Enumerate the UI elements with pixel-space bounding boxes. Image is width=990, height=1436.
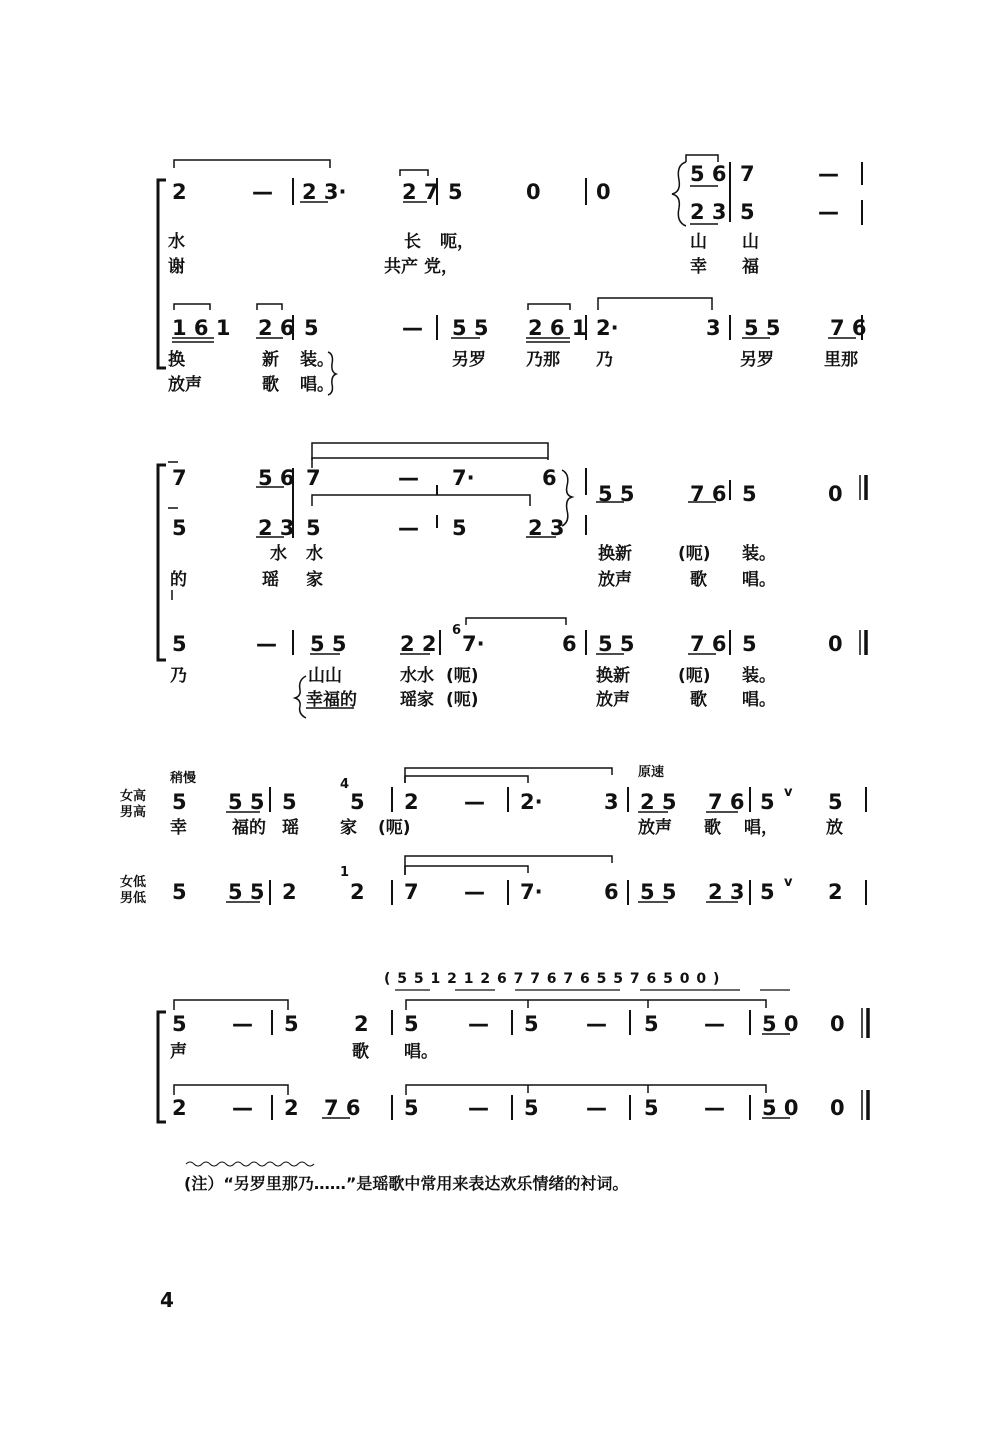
- s2-v2-note-9: 5: [742, 632, 757, 656]
- s4-up-note-10: —: [704, 1012, 725, 1036]
- s4-low-note-5: 5: [404, 1096, 419, 1120]
- s3-low-note-4: 2: [350, 880, 365, 904]
- s3-up-note-4: 5: [350, 790, 365, 814]
- s3-up-note-12: 5: [828, 790, 843, 814]
- s1-v2-note-5: 5 5: [452, 316, 489, 340]
- s3-label-soprano: 女高: [120, 789, 147, 804]
- s3-low-note-12: 2: [828, 880, 843, 904]
- s2-v2-note-5: 7·: [462, 632, 485, 656]
- s4-low-note-9: 5: [644, 1096, 659, 1120]
- s1-lyric3-7: 另罗: [740, 350, 774, 370]
- s3-up-note-9: 2 5: [640, 790, 677, 814]
- s2-low-note-4: —: [398, 516, 419, 540]
- s1-lyric1-5: 山: [742, 232, 759, 252]
- s1-lyric2-3: 党，: [424, 257, 458, 277]
- s3-lyric-2: 福的: [232, 818, 266, 838]
- s2-lyric3-7: 装。: [742, 666, 776, 686]
- s3-low-note-7: 7·: [520, 880, 543, 904]
- s1-lyric4-2: 歌: [262, 375, 279, 395]
- s3-label-tenor: 男高: [120, 805, 147, 820]
- s3-low-note-2: 5 5: [228, 880, 265, 904]
- s3-low-note-6: —: [464, 880, 485, 904]
- s1-lyric3-2: 新: [262, 350, 279, 370]
- s3-lyric-8: 唱，: [744, 818, 778, 838]
- s4-lyric-1: 声: [170, 1042, 187, 1062]
- s3-low-note-11: 5: [760, 880, 775, 904]
- s2-lyric3-2: 山山: [308, 666, 342, 686]
- s2-up-note-6: 6: [542, 466, 557, 490]
- footnote: (注）“另罗里那乃……”是瑶歌中常用来表达欢乐情绪的衬词。: [184, 1174, 629, 1193]
- s2-lyric1-2: 水: [306, 544, 323, 564]
- s2-lyric1-1: 水: [270, 544, 287, 564]
- s1-lyric2-1: 谢: [168, 257, 185, 277]
- s3-lyric-3: 瑶: [282, 818, 299, 838]
- s3-label-bass: 男低: [120, 891, 147, 906]
- s3-low-note-3: 2: [282, 880, 297, 904]
- s2-low-note-1: 5: [172, 516, 187, 540]
- s2-lyric1-4: (呃): [678, 544, 711, 564]
- s3-low-note-9: 5 5: [640, 880, 677, 904]
- s3-low-grace: 1: [340, 865, 350, 880]
- s3-breath-mark-upper: v: [784, 785, 793, 800]
- s2-v2-note-2: —: [256, 632, 277, 656]
- s4-up-note-8: —: [586, 1012, 607, 1036]
- s2-lyric4-3: (呃): [446, 690, 479, 710]
- s1-v2-note-1: 1 6 1: [172, 316, 231, 340]
- s2-up-note-5: 7·: [452, 466, 475, 490]
- s2-lyric1-3: 换新: [598, 544, 632, 564]
- s2-up-note-7: 5 5: [598, 482, 635, 506]
- s4-up-note-7: 5: [524, 1012, 539, 1036]
- s3-up-note-11: 5: [760, 790, 775, 814]
- s1-lyric4-1: 放声: [168, 375, 202, 395]
- s3-breath-mark-lower: v: [784, 875, 793, 890]
- s4-lyric-2: 歌: [352, 1042, 369, 1062]
- s2-lyric4-5: 歌: [690, 690, 707, 710]
- s2-v2-note-4: 2 2: [400, 632, 437, 656]
- s2-lyric2-5: 歌: [690, 570, 707, 590]
- s3-up-note-7: 2·: [520, 790, 543, 814]
- s2-grace: 6: [452, 623, 462, 638]
- s1-split-upper-3: —: [818, 162, 839, 186]
- s4-low-note-3: 2: [284, 1096, 299, 1120]
- s3-label-alto: 女低: [120, 875, 147, 890]
- s3-lyric-1: 幸: [170, 818, 187, 838]
- s2-low-note-2: 2 3: [258, 516, 295, 540]
- s1-v2-note-8: 3: [706, 316, 721, 340]
- s2-v2-note-6: 6: [562, 632, 577, 656]
- s1-split-upper-2: 7: [740, 162, 755, 186]
- s3-up-grace: 4: [340, 777, 350, 792]
- s1-lyric3-1: 换: [168, 350, 185, 370]
- s1-lyric1-4: 山: [690, 232, 707, 252]
- s2-up-note-2: 5 6: [258, 466, 295, 490]
- s2-up-note-4: —: [398, 466, 419, 490]
- s2-lyric4-1: 幸福的: [306, 690, 357, 710]
- s2-up-note-8: 7 6: [690, 482, 727, 506]
- s2-lyric4-6: 唱。: [742, 690, 776, 710]
- s1-v1-note-2: —: [252, 180, 273, 204]
- s2-v2-note-1: 5: [172, 632, 187, 656]
- s4-up-note-3: 5: [284, 1012, 299, 1036]
- s4-low-note-11: 5 0: [762, 1096, 799, 1120]
- s2-v2-note-7: 5 5: [598, 632, 635, 656]
- s2-lyric3-4: (呃): [446, 666, 479, 686]
- s3-low-note-5: 7: [404, 880, 419, 904]
- s1-lyric3-4: 另罗: [452, 350, 486, 370]
- s2-lyric4-4: 放声: [596, 690, 630, 710]
- s2-v2-note-8: 7 6: [690, 632, 727, 656]
- s3-up-note-8: 3: [604, 790, 619, 814]
- s1-v2-note-10: 7 6: [830, 316, 867, 340]
- s4-low-note-6: —: [468, 1096, 489, 1120]
- s1-lyric3-5: 乃那: [526, 350, 560, 370]
- s2-lyric2-1: 的: [170, 570, 187, 590]
- s4-low-note-1: 2: [172, 1096, 187, 1120]
- s1-v1-note-4: 2 7: [402, 180, 439, 204]
- s1-v1-note-5: 5: [448, 180, 463, 204]
- s2-lyric3-3: 水水: [400, 666, 434, 686]
- s3-lyric-4: 家: [340, 818, 357, 838]
- s3-up-note-2: 5 5: [228, 790, 265, 814]
- s1-v1-note-7: 0: [596, 180, 611, 204]
- s1-v2-note-6: 2 6 1: [528, 316, 587, 340]
- s4-low-note-2: —: [232, 1096, 253, 1120]
- s1-v1-note-3: 2 3·: [302, 180, 347, 204]
- s2-low-note-3: 5: [306, 516, 321, 540]
- s4-lyric-3: 唱。: [404, 1042, 438, 1062]
- s4-low-note-7: 5: [524, 1096, 539, 1120]
- s2-lyric1-5: 装。: [742, 544, 776, 564]
- s2-lyric3-6: (呃): [678, 666, 711, 686]
- s2-lyric2-3: 家: [306, 570, 323, 590]
- s1-lyric1-3: 呃，: [440, 232, 474, 252]
- s1-v2-note-9: 5 5: [744, 316, 781, 340]
- s3-lyric-7: 歌: [704, 818, 721, 838]
- s3-lyric-9: 放: [826, 818, 843, 838]
- s4-low-note-12: 0: [830, 1096, 845, 1120]
- s2-lyric3-5: 换新: [596, 666, 630, 686]
- s4-up-note-11: 5 0: [762, 1012, 799, 1036]
- s1-v2-note-4: —: [402, 316, 423, 340]
- s1-lyric3-8: 里那: [824, 350, 858, 370]
- s4-low-note-4: 7 6: [324, 1096, 361, 1120]
- s2-up-note-1: 7: [172, 466, 187, 490]
- s4-low-note-10: —: [704, 1096, 725, 1120]
- s1-lyric4-3: 唱。: [300, 375, 334, 395]
- s3-low-note-1: 5: [172, 880, 187, 904]
- s1-split-lower-1: 2 3: [690, 200, 727, 224]
- s2-lyric3-1: 乃: [170, 666, 187, 686]
- s3-tempo-original: 原速: [638, 765, 665, 780]
- s1-lyric2-4: 幸: [690, 257, 707, 277]
- s2-lyric2-6: 唱。: [742, 570, 776, 590]
- s1-split-lower-3: —: [818, 200, 839, 224]
- s1-v1-note-1: 2: [172, 180, 187, 204]
- s2-up-note-3: 7: [306, 466, 321, 490]
- s2-up-note-9: 5: [742, 482, 757, 506]
- s4-up-note-1: 5: [172, 1012, 187, 1036]
- s3-low-note-10: 2 3: [708, 880, 745, 904]
- s2-v2-note-3: 5 5: [310, 632, 347, 656]
- s4-up-note-4: 2: [354, 1012, 369, 1036]
- s4-up-note-5: 5: [404, 1012, 419, 1036]
- s1-v2-note-7: 2·: [596, 316, 619, 340]
- s1-lyric2-2: 共产: [384, 257, 418, 277]
- s2-lyric2-4: 放声: [598, 570, 632, 590]
- s3-up-note-5: 2: [404, 790, 419, 814]
- s2-up-note-10: 0: [828, 482, 843, 506]
- s2-low-note-5: 5: [452, 516, 467, 540]
- s2-lyric2-2: 瑶: [262, 570, 279, 590]
- s4-low-note-8: —: [586, 1096, 607, 1120]
- s1-lyric1-2: 长: [404, 232, 421, 252]
- s3-lyric-5: (呃): [378, 818, 411, 838]
- s4-up-note-6: —: [468, 1012, 489, 1036]
- s1-lyric3-6: 乃: [596, 350, 613, 370]
- s1-split-upper-1: 5 6: [690, 162, 727, 186]
- s2-low-note-6: 2 3: [528, 516, 565, 540]
- s1-lyric2-5: 福: [742, 257, 759, 277]
- s3-low-note-8: 6: [604, 880, 619, 904]
- s4-instrumental-intro: ( 5 5 1 2 1 2 6 7 7 6 7 6 5 5 7 6 5 0 0 ): [384, 971, 721, 987]
- s4-up-note-2: —: [232, 1012, 253, 1036]
- s3-tempo-slow: 稍慢: [170, 771, 197, 786]
- s3-up-note-3: 5: [282, 790, 297, 814]
- s1-v2-note-3: 5: [304, 316, 319, 340]
- s2-lyric4-2: 瑶家: [400, 690, 434, 710]
- s2-v2-note-10: 0: [828, 632, 843, 656]
- page-number: 4: [160, 1288, 174, 1312]
- s3-up-note-6: —: [464, 790, 485, 814]
- s1-v2-note-2: 2 6: [258, 316, 295, 340]
- s3-up-note-10: 7 6: [708, 790, 745, 814]
- s1-lyric1-1: 水: [168, 232, 185, 252]
- s4-up-note-9: 5: [644, 1012, 659, 1036]
- s1-lyric3-3: 装。: [300, 350, 334, 370]
- s4-up-note-12: 0: [830, 1012, 845, 1036]
- s3-up-note-1: 5: [172, 790, 187, 814]
- s3-lyric-6: 放声: [638, 818, 672, 838]
- s1-v1-note-6: 0: [526, 180, 541, 204]
- s1-split-lower-2: 5: [740, 200, 755, 224]
